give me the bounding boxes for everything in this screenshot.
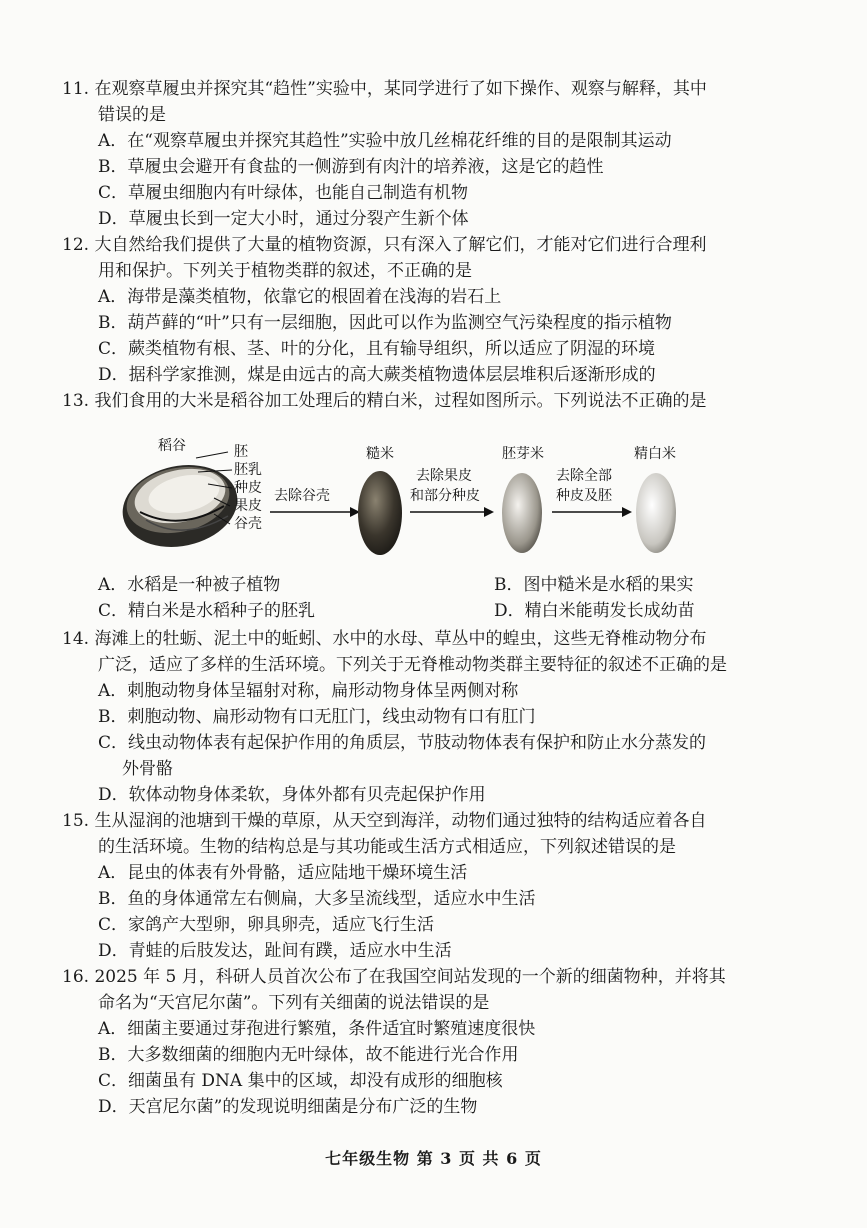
question-13-options — [62, 572, 782, 624]
step2-label-1: 去除果皮 — [416, 468, 472, 484]
option-b: B．大多数细菌的细胞内无叶绿体，故不能进行光合作用 — [98, 1045, 519, 1065]
label-embryo: 胚 — [234, 444, 248, 460]
question-stem: 14. 海滩上的牡蛎、泥土中的蚯蚓、水中的水母、草丛中的蝗虫，这些无脊椎动物分布 — [62, 629, 707, 649]
question-number: 11. — [62, 79, 90, 99]
brown-rice-illustration — [358, 471, 402, 555]
paddy-title: 稻谷 — [158, 438, 186, 454]
option-d: D．精白米能萌发长成幼苗 — [494, 601, 695, 621]
label-pericarp: 果皮 — [234, 498, 262, 514]
label-husk: 谷壳 — [234, 516, 262, 532]
option-d: D．青蛙的后肢发达，趾间有蹼，适应水中生活 — [98, 941, 452, 961]
question-12 — [62, 232, 782, 388]
option-b: B．草履虫会避开有食盐的一侧游到有肉汁的培养液，这是它的趋性 — [98, 157, 604, 177]
arrow-icon — [270, 507, 360, 517]
option-b: B．鱼的身体通常左右侧扁，大多呈流线型，适应水中生活 — [98, 889, 536, 909]
option-a: A．细菌主要通过芽孢进行繁殖，条件适宜时繁殖速度很快 — [98, 1019, 536, 1039]
step3-label-1: 去除全部 — [556, 468, 612, 484]
label-seed-coat: 种皮 — [234, 480, 262, 496]
option-d: D．天宫尼尔菌”的发现说明细菌是分布广泛的生物 — [98, 1097, 478, 1117]
option-a: A．刺胞动物身体呈辐射对称，扁形动物身体呈两侧对称 — [98, 681, 519, 701]
question-stem: 12. 大自然给我们提供了大量的植物资源，只有深入了解它们，才能对它们进行合理利 — [62, 235, 707, 255]
option-c: C．线虫动物体表有起保护作用的角质层，节肢动物体表有保护和防止水分蒸发的 — [98, 733, 707, 753]
page-footer: 七年级生物 第 3 页 共 6 页 — [325, 1149, 542, 1168]
label-endosperm: 胚乳 — [234, 462, 262, 478]
question-number: 16. — [62, 967, 90, 987]
question-number: 14. — [62, 629, 90, 649]
germ-rice-label: 胚芽米 — [502, 446, 544, 462]
option-c: C．家鸽产大型卵，卵具卵壳，适应飞行生活 — [98, 915, 435, 935]
question-stem-cont: 命名为“天宫尼尔菌”。下列有关细菌的说法错误的是 — [98, 993, 490, 1013]
question-13 — [62, 388, 782, 414]
step2-label-2: 和部分种皮 — [410, 488, 480, 504]
arrow-icon — [410, 507, 494, 517]
question-stem: 11. 在观察草履虫并探究其“趋性”实验中，某同学进行了如下操作、观察与解释，其中 — [62, 79, 707, 99]
question-stem-cont: 用和保护。下列关于植物类群的叙述，不正确的是 — [98, 261, 472, 281]
question-15 — [62, 808, 782, 964]
option-b: B．图中糙米是水稻的果实 — [494, 575, 694, 595]
question-stem-cont: 错误的是 — [98, 105, 166, 125]
question-stem-cont: 的生活环境。生物的结构总是与其功能或生活方式相适应，下列叙述错误的是 — [98, 837, 676, 857]
step1-label: 去除谷壳 — [274, 488, 330, 504]
option-c: C．草履虫细胞内有叶绿体，也能自己制造有机物 — [98, 183, 469, 203]
option-d: D．软体动物身体柔软，身体外都有贝壳起保护作用 — [98, 785, 486, 805]
question-number: 15. — [62, 811, 90, 831]
option-c: C．细菌虽有 DNA 集中的区域，却没有成形的细胞核 — [98, 1071, 503, 1091]
question-number: 13. — [62, 391, 90, 411]
question-stem-cont: 广泛，适应了多样的生活环境。下列关于无脊椎动物类群主要特征的叙述不正确的是 — [98, 655, 727, 675]
step3-label-2: 种皮及胚 — [556, 488, 612, 504]
option-b: B．葫芦藓的“叶”只有一层细胞，因此可以作为监测空气污染程度的指示植物 — [98, 313, 672, 333]
option-a: A．昆虫的体表有外骨骼，适应陆地干燥环境生活 — [98, 863, 468, 883]
option-c: C．精白米是水稻种子的胚乳 — [98, 601, 316, 621]
option-b: B．刺胞动物、扁形动物有口无肛门，线虫动物有口有肛门 — [98, 707, 536, 727]
option-d: D．草履虫长到一定大小时，通过分裂产生新个体 — [98, 209, 469, 229]
question-14 — [62, 626, 782, 808]
option-c-cont: 外骨骼 — [122, 759, 173, 779]
arrow-icon — [552, 507, 632, 517]
question-stem: 13. 我们食用的大米是稻谷加工处理后的精白米，过程如图所示。下列说法不正确的是 — [62, 391, 707, 411]
polished-rice-label: 精白米 — [634, 446, 676, 462]
question-stem: 15. 生从湿润的池塘到干燥的草原，从天空到海洋，动物们通过独特的结构适应着各自 — [62, 811, 707, 831]
question-stem: 16. 2025 年 5 月，科研人员首次公布了在我国空间站发现的一个新的细菌物种，并将其 — [62, 967, 726, 987]
option-a: A．在“观察草履虫并探究其趋性”实验中放几丝棉花纤维的目的是限制其运动 — [98, 131, 672, 151]
option-a: A．海带是藻类植物，依靠它的根固着在浅海的岩石上 — [98, 287, 502, 307]
polished-rice-illustration — [636, 473, 676, 553]
option-d: D．据科学家推测，煤是由远古的高大蕨类植物遗体层层堆积后逐渐形成的 — [98, 365, 656, 385]
germ-rice-illustration — [502, 473, 542, 553]
question-number: 12. — [62, 235, 90, 255]
question-11 — [62, 76, 782, 232]
rice-processing-figure — [118, 428, 698, 558]
option-c: C．蕨类植物有根、茎、叶的分化，且有输导组织，所以适应了阴湿的环境 — [98, 339, 656, 359]
question-16 — [62, 964, 782, 1120]
option-a: A．水稻是一种被子植物 — [98, 575, 281, 595]
brown-rice-label: 糙米 — [366, 446, 394, 462]
